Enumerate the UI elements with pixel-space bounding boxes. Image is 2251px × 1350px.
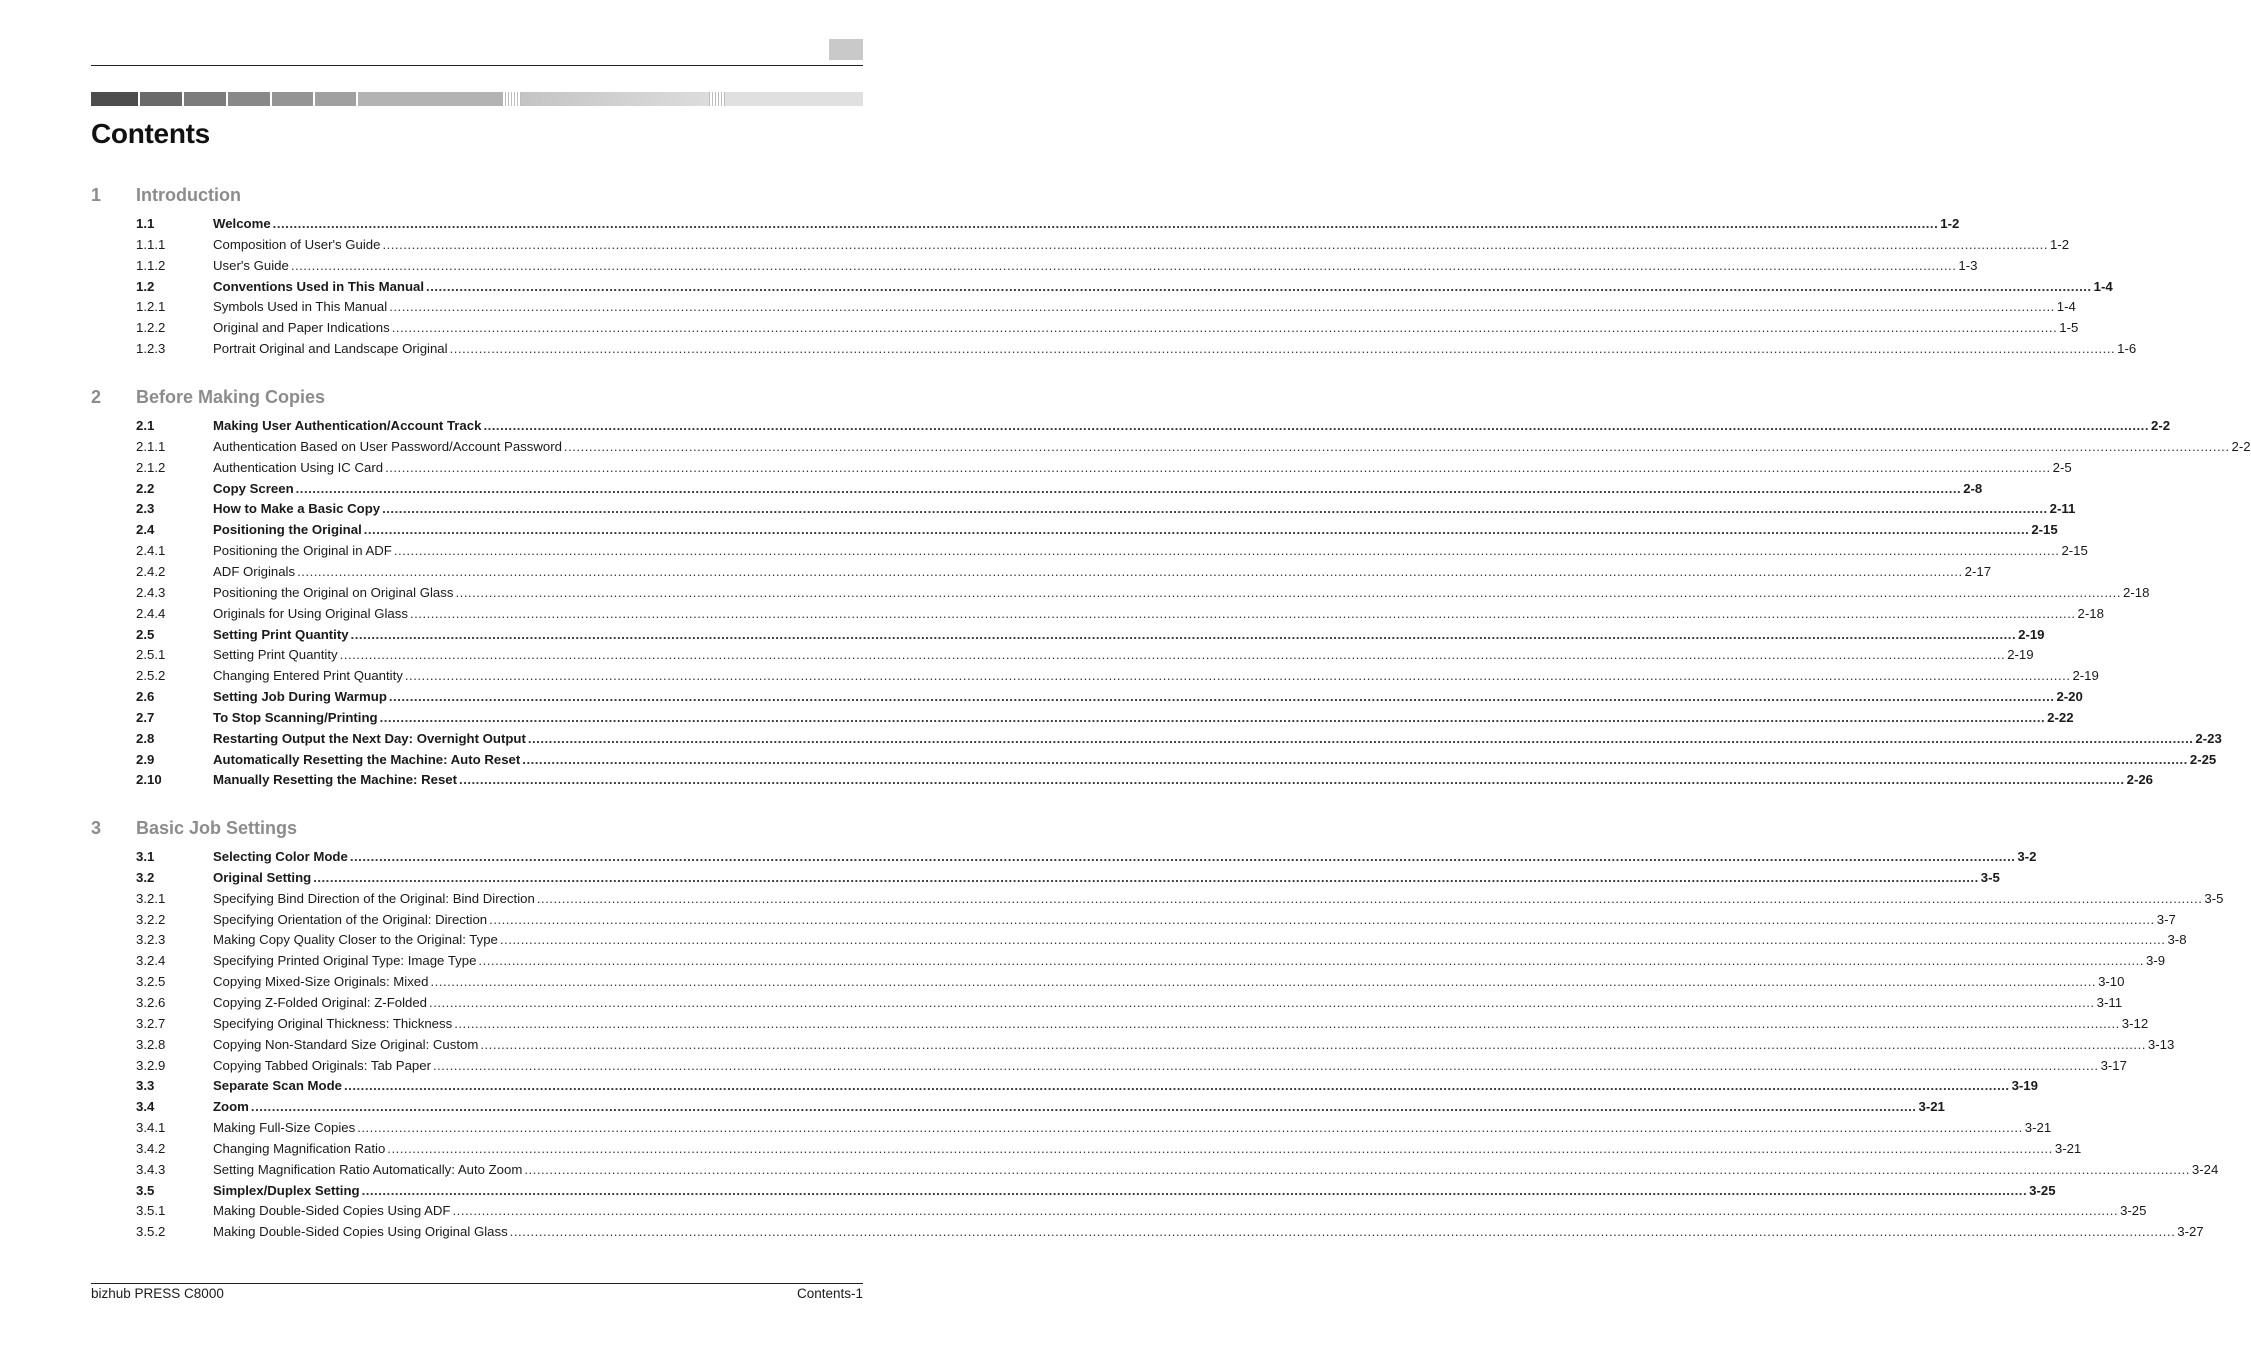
- toc-entry-page: 3-24: [2191, 1161, 2219, 1177]
- toc-entry-title: Specifying Original Thickness: Thickness: [213, 1015, 453, 1031]
- toc-entry-title: Copying Mixed-Size Originals: Mixed: [213, 974, 429, 990]
- toc-entry-number: 1.2.1: [136, 299, 166, 315]
- toc-entry-number: 2.4: [136, 522, 155, 538]
- toc-entry-title: Welcome: [213, 216, 271, 231]
- toc-entry-page: 3-19: [2011, 1078, 2038, 1094]
- toc-entry-page: 3-5: [1980, 869, 2000, 885]
- toc-entry-title: Positioning the Original in ADF: [213, 543, 392, 559]
- toc-entry-title: Automatically Resetting the Machine: Auto Reset: [213, 751, 521, 767]
- toc-entry-number: 3.5.2: [136, 1224, 166, 1240]
- toc-dot-leader: ................................................................................................................................................................................................................................................................................................................................................................................................................: [489, 911, 2155, 927]
- toc-entry[interactable]: [136, 563, 1992, 581]
- toc-entry-title: Setting Magnification Ratio Automatically: Auto Zoom: [213, 1161, 523, 1177]
- toc-dot-leader: ................................................................................................................................................................................................................................................................................................................................................................................................................: [536, 890, 2203, 906]
- footer-page-label: Contents-1: [796, 1286, 863, 1301]
- toc-entry-page: 2-18: [2077, 605, 2104, 621]
- toc-entry-number: 3.2.8: [136, 1036, 166, 1052]
- toc-entry-title: Original and Paper Indications: [213, 320, 390, 336]
- toc-entry-title: Conventions Used in This Manual: [213, 278, 425, 294]
- toc-entry-title: Specifying Bind Direction of the Original: Bind Direction: [213, 890, 535, 906]
- toc-entry-title: Positioning the Original: [213, 522, 362, 538]
- toc-entry-number: 1.1.1: [136, 236, 166, 252]
- toc-entry-number: 2.5.2: [136, 668, 166, 684]
- toc-entry[interactable]: [136, 1223, 2204, 1241]
- toc-entry-page: 3-9: [2146, 953, 2166, 969]
- toc-dot-leader: ................................................................................................................................................................................................................................................................................................................................................................................................................: [387, 1140, 2053, 1156]
- toc-dot-leader: ................................................................................................................................................................................................................................................................................................................................................................................................................: [509, 1224, 2176, 1240]
- toc-entry-number: 3.2.1: [136, 890, 166, 906]
- toc-entry-page: 2-2: [2231, 438, 2251, 454]
- chapter-number: 3: [91, 818, 102, 838]
- toc-entry-page: 2-5: [2052, 459, 2072, 475]
- toc-entry-title: Setting Print Quantity: [213, 626, 349, 642]
- toc-dot-leader: ................................................................................................................................................................................................................................................................................................................................................................................................................: [426, 278, 2092, 294]
- toc-entry-number: 3.5: [136, 1182, 155, 1198]
- toc-entry-title: Portrait Original and Landscape Original: [213, 341, 448, 357]
- toc-entry-page: 3-27: [2177, 1224, 2204, 1240]
- toc-dot-leader: ................................................................................................................................................................................................................................................................................................................................................................................................................: [290, 257, 1957, 273]
- toc-entry-number: 2.5.1: [136, 647, 166, 663]
- toc-entry-title: Authentication Using IC Card: [213, 459, 384, 475]
- toc-entry-number: 2.5: [136, 626, 155, 642]
- toc-entry-number: 2.4.3: [136, 584, 166, 600]
- page-corner-tab: [829, 39, 863, 60]
- toc-entry-title: Separate Scan Mode: [213, 1078, 342, 1094]
- toc-entry-number: 2.1: [136, 418, 155, 433]
- toc-entry[interactable]: [136, 542, 2088, 560]
- toc-entry-page: 1-4: [2056, 299, 2076, 315]
- toc-entry-number: 1.2: [136, 278, 155, 294]
- toc-entry-number: 2.4.2: [136, 563, 166, 579]
- toc-entry-page: 3-2: [2017, 849, 2037, 864]
- toc-entry-number: 2.4.1: [136, 543, 166, 559]
- toc-entry-number: 2.1.2: [136, 459, 166, 475]
- toc-entry[interactable]: [136, 340, 2137, 358]
- toc-entry-page: 2-18: [2123, 584, 2150, 600]
- toc-entry[interactable]: [136, 605, 2104, 623]
- toc-entry-page: 3-21: [2054, 1140, 2082, 1156]
- toc-entry[interactable]: [136, 771, 2154, 789]
- toc-entry-number: 2.8: [136, 730, 155, 746]
- toc-entry-title: Restarting Output the Next Day: Overnight Output: [213, 730, 526, 746]
- toc-entry-page: 1-2: [2050, 236, 2070, 252]
- toc-entry[interactable]: [136, 584, 2150, 602]
- toc-entry-page: 2-8: [1963, 480, 1983, 496]
- toc-entry-number: 3.2: [136, 869, 155, 885]
- toc-entry-page: 2-15: [2031, 522, 2058, 538]
- toc-entry-page: 2-23: [2195, 730, 2222, 746]
- toc-entry-number: 2.6: [136, 689, 155, 705]
- toc-dot-leader: ................................................................................................................................................................................................................................................................................................................................................................................................................: [272, 216, 1939, 231]
- toc-entry-title: Specifying Orientation of the Original: Direction: [213, 911, 488, 927]
- toc-entry-number: 2.3: [136, 501, 155, 517]
- toc-entry-page: 3-17: [2100, 1057, 2127, 1073]
- toc-entry[interactable]: [136, 890, 2224, 908]
- toc-entry-title: Making Double-Sided Copies Using Original Glass: [213, 1224, 508, 1240]
- toc-entry-page: 3-12: [2121, 1015, 2149, 1031]
- toc-entry-title: Simplex/Duplex Setting: [213, 1182, 360, 1198]
- toc-dot-leader: ................................................................................................................................................................................................................................................................................................................................................................................................................: [349, 849, 2016, 864]
- toc-entry[interactable]: [136, 1036, 2175, 1054]
- toc-entry[interactable]: [136, 952, 2166, 970]
- toc-dot-leader: ................................................................................................................................................................................................................................................................................................................................................................................................................: [344, 1078, 2010, 1094]
- toc-entry-title: Composition of User's Guide: [213, 236, 381, 252]
- toc-entry-page: 3-21: [1918, 1099, 1945, 1115]
- toc-dot-leader: ................................................................................................................................................................................................................................................................................................................................................................................................................: [350, 626, 2017, 642]
- toc-entry-page: 2-22: [2047, 709, 2074, 725]
- toc-entry-page: 2-19: [2072, 668, 2099, 684]
- toc-dot-leader: ................................................................................................................................................................................................................................................................................................................................................................................................................: [388, 689, 2055, 705]
- toc-dot-leader: ................................................................................................................................................................................................................................................................................................................................................................................................................: [382, 501, 2048, 517]
- toc-entry-number: 1.1: [136, 216, 155, 231]
- toc-entry-page: 2-25: [2189, 751, 2217, 767]
- toc-dot-leader: ................................................................................................................................................................................................................................................................................................................................................................................................................: [363, 522, 2030, 538]
- toc-entry-page: 2-19: [2007, 647, 2034, 663]
- toc-entry-title: Copying Non-Standard Size Original: Custom: [213, 1036, 479, 1052]
- toc-dot-leader: ................................................................................................................................................................................................................................................................................................................................................................................................................: [459, 772, 2125, 788]
- toc-entry-number: 1.1.2: [136, 257, 166, 273]
- toc-entry-number: 3.4.3: [136, 1161, 166, 1177]
- chapter-number: 2: [91, 387, 102, 407]
- toc-entry-title: ADF Originals: [213, 563, 296, 579]
- footer-rule: [91, 1283, 863, 1284]
- toc-entry-page: 2-15: [2061, 543, 2088, 559]
- toc-entry[interactable]: [136, 298, 2076, 316]
- toc-dot-leader: ................................................................................................................................................................................................................................................................................................................................................................................................................: [391, 320, 2058, 336]
- toc-entry-number: 2.10: [136, 772, 162, 788]
- toc-entry-number: 3.2.4: [136, 953, 166, 969]
- toc-entry-title: Making Double-Sided Copies Using ADF: [213, 1203, 451, 1219]
- toc-entry-number: 2.1.1: [136, 438, 166, 454]
- toc-dot-leader: ................................................................................................................................................................................................................................................................................................................................................................................................................: [297, 563, 1963, 579]
- toc-dot-leader: ................................................................................................................................................................................................................................................................................................................................................................................................................: [452, 1203, 2119, 1219]
- toc-dot-leader: ................................................................................................................................................................................................................................................................................................................................................................................................................: [339, 647, 2006, 663]
- toc-entry[interactable]: [136, 459, 2072, 477]
- toc-entry-number: 3.3: [136, 1078, 155, 1094]
- toc-entry-number: 3.2.2: [136, 911, 166, 927]
- toc-entry[interactable]: [136, 1140, 2082, 1158]
- toc-entry-page: 2-2: [2151, 418, 2171, 433]
- header-rule: [91, 65, 863, 66]
- toc-dot-leader: ................................................................................................................................................................................................................................................................................................................................................................................................................: [563, 438, 2230, 454]
- toc-entry-page: 1-3: [1958, 257, 1978, 273]
- toc-entry[interactable]: [136, 521, 2058, 539]
- toc-entry-title: User's Guide: [213, 257, 289, 273]
- toc-entry-title: Original Setting: [213, 869, 312, 885]
- toc-entry-title: Changing Magnification Ratio: [213, 1140, 386, 1156]
- toc-dot-leader: ................................................................................................................................................................................................................................................................................................................................................................................................................: [382, 236, 2049, 252]
- toc-dot-leader: ................................................................................................................................................................................................................................................................................................................................................................................................................: [478, 953, 2144, 969]
- toc-entry-title: Zoom: [213, 1099, 249, 1115]
- toc-dot-leader: ................................................................................................................................................................................................................................................................................................................................................................................................................: [393, 543, 2060, 559]
- toc-dot-leader: ................................................................................................................................................................................................................................................................................................................................................................................................................: [429, 994, 2095, 1010]
- toc-entry-number: 1.2.2: [136, 320, 166, 336]
- toc-entry-page: 3-7: [2156, 911, 2176, 927]
- toc-entry[interactable]: [136, 751, 2217, 769]
- toc-entry[interactable]: [136, 257, 1978, 275]
- toc-entry-page: 3-25: [2120, 1203, 2147, 1219]
- toc-entry-title: Making User Authentication/Account Track: [213, 418, 482, 433]
- toc-dot-leader: ................................................................................................................................................................................................................................................................................................................................................................................................................: [313, 869, 1979, 885]
- toc-entry[interactable]: [136, 1077, 2038, 1095]
- toc-entry[interactable]: [136, 438, 2251, 456]
- toc-entry[interactable]: [136, 1161, 2219, 1179]
- toc-entry-title: Originals for Using Original Glass: [213, 605, 408, 621]
- toc-entry-page: 1-6: [2117, 341, 2137, 357]
- toc-entry-number: 3.2.6: [136, 994, 166, 1010]
- toc-dot-leader: ................................................................................................................................................................................................................................................................................................................................................................................................................: [432, 1057, 2099, 1073]
- footer-product-name: bizhub PRESS C8000: [91, 1286, 224, 1301]
- toc-dot-leader: ................................................................................................................................................................................................................................................................................................................................................................................................................: [404, 668, 2071, 684]
- toc-entry-page: 2-26: [2126, 772, 2154, 788]
- toc-entry-title: Copy Screen: [213, 480, 294, 496]
- chapter-title: Basic Job Settings: [136, 818, 298, 838]
- toc-entry-title: Making Copy Quality Closer to the Original: Type: [213, 932, 498, 948]
- toc-entry-page: 2-19: [2018, 626, 2045, 642]
- toc-entry-number: 3.4: [136, 1099, 155, 1115]
- toc-dot-leader: ................................................................................................................................................................................................................................................................................................................................................................................................................: [389, 299, 2055, 315]
- chapter-title: Before Making Copies: [136, 387, 326, 407]
- toc-dot-leader: ................................................................................................................................................................................................................................................................................................................................................................................................................: [357, 1120, 2023, 1136]
- toc-dot-leader: ................................................................................................................................................................................................................................................................................................................................................................................................................: [379, 709, 2046, 725]
- toc-entry-page: 3-13: [2147, 1036, 2175, 1052]
- toc-entry-number: 3.1: [136, 849, 155, 864]
- toc-entry-number: 2.2: [136, 480, 155, 496]
- toc-dot-leader: ................................................................................................................................................................................................................................................................................................................................................................................................................: [455, 584, 2122, 600]
- toc-entry-title: To Stop Scanning/Printing: [213, 709, 378, 725]
- toc-entry-title: Selecting Color Mode: [213, 849, 348, 864]
- toc-dot-leader: ................................................................................................................................................................................................................................................................................................................................................................................................................: [385, 459, 2051, 475]
- toc-entry[interactable]: [136, 848, 2037, 866]
- toc-entry[interactable]: [136, 215, 1960, 233]
- toc-dot-leader: ................................................................................................................................................................................................................................................................................................................................................................................................................: [480, 1036, 2146, 1052]
- toc-dot-leader: ................................................................................................................................................................................................................................................................................................................................................................................................................: [409, 605, 2076, 621]
- toc-entry[interactable]: [136, 417, 2171, 435]
- toc-entry-title: Positioning the Original on Original Glass: [213, 584, 454, 600]
- toc-entry-title: How to Make a Basic Copy: [213, 501, 381, 517]
- toc-entry[interactable]: [136, 1098, 1945, 1116]
- decorative-title-bar: [91, 92, 863, 106]
- toc-entry-title: Copying Z-Folded Original: Z-Folded: [213, 994, 428, 1010]
- toc-dot-leader: ................................................................................................................................................................................................................................................................................................................................................................................................................: [449, 341, 2116, 357]
- toc-dot-leader: ................................................................................................................................................................................................................................................................................................................................................................................................................: [295, 480, 1962, 496]
- toc-entry-page: 2-11: [2049, 501, 2076, 517]
- toc-entry[interactable]: [136, 626, 2045, 644]
- toc-entry-number: 3.2.5: [136, 974, 166, 990]
- toc-entry[interactable]: [136, 1119, 2052, 1137]
- toc-entry[interactable]: [136, 730, 2222, 748]
- toc-entry[interactable]: [136, 931, 2187, 949]
- toc-entry-number: 2.4.4: [136, 605, 166, 621]
- toc-entry-number: 2.7: [136, 709, 155, 725]
- toc-entry-title: Manually Resetting the Machine: Reset: [213, 772, 458, 788]
- toc-entry[interactable]: [136, 1182, 2056, 1200]
- toc-entry-page: 2-17: [1964, 563, 1992, 579]
- toc-entry-page: 1-4: [2093, 278, 2113, 294]
- toc-entry[interactable]: [136, 688, 2083, 706]
- page-title: Contents: [91, 118, 210, 149]
- toc-dot-leader: ................................................................................................................................................................................................................................................................................................................................................................................................................: [527, 730, 2194, 746]
- toc-entry-page: 3-21: [2024, 1120, 2052, 1136]
- chapter-number: 1: [91, 185, 102, 205]
- toc-entry-page: 3-11: [2096, 994, 2123, 1010]
- toc-entry[interactable]: [136, 709, 2074, 727]
- toc-entry-title: Changing Entered Print Quantity: [213, 668, 403, 684]
- toc-entry-number: 1.2.3: [136, 341, 166, 357]
- toc-entry-number: 3.4.2: [136, 1140, 166, 1156]
- chapter-title: Introduction: [136, 185, 241, 205]
- toc-entry[interactable]: [136, 236, 2070, 254]
- toc-entry[interactable]: [136, 646, 2034, 664]
- toc-entry-page: 1-5: [2059, 320, 2079, 336]
- toc-entry-number: 2.9: [136, 751, 155, 767]
- toc-entry-title: Specifying Printed Original Type: Image Type: [213, 953, 477, 969]
- toc-entry[interactable]: [136, 973, 2125, 991]
- toc-entry[interactable]: [136, 278, 2113, 296]
- toc-entry-page: 2-20: [2056, 689, 2083, 705]
- toc-entry-title: Setting Job During Warmup: [213, 689, 387, 705]
- toc-dot-leader: ................................................................................................................................................................................................................................................................................................................................................................................................................: [250, 1099, 1917, 1115]
- toc-dot-leader: ................................................................................................................................................................................................................................................................................................................................................................................................................: [430, 974, 2097, 990]
- toc-dot-leader: ................................................................................................................................................................................................................................................................................................................................................................................................................: [483, 418, 2150, 433]
- toc-entry[interactable]: [136, 480, 1983, 498]
- toc-entry[interactable]: [136, 911, 2176, 929]
- toc-entry[interactable]: [136, 994, 2123, 1012]
- toc-entry[interactable]: [136, 319, 2079, 337]
- toc-dot-leader: ................................................................................................................................................................................................................................................................................................................................................................................................................: [454, 1015, 2120, 1031]
- toc-entry-title: Authentication Based on User Password/Account Password: [213, 438, 562, 454]
- toc-entry-title: Setting Print Quantity: [213, 647, 338, 663]
- toc-entry-title: Making Full-Size Copies: [213, 1120, 356, 1136]
- toc-entry[interactable]: [136, 1015, 2149, 1033]
- toc-entry-page: 3-8: [2167, 932, 2187, 948]
- toc-dot-leader: ................................................................................................................................................................................................................................................................................................................................................................................................................: [499, 932, 2166, 948]
- toc-entry[interactable]: [136, 869, 2000, 887]
- toc-entry-page: 3-10: [2098, 974, 2125, 990]
- toc-entry-number: 3.4.1: [136, 1120, 166, 1136]
- toc-entry-number: 3.5.1: [136, 1203, 166, 1219]
- toc-entry-title: Symbols Used in This Manual: [213, 299, 388, 315]
- toc-entry[interactable]: [136, 1057, 2127, 1075]
- toc-entry-number: 3.2.3: [136, 932, 166, 948]
- toc-entry-page: 1-2: [1940, 216, 1960, 231]
- toc-dot-leader: ................................................................................................................................................................................................................................................................................................................................................................................................................: [522, 751, 2188, 767]
- toc-entry-number: 3.2.9: [136, 1057, 166, 1073]
- toc-dot-leader: ................................................................................................................................................................................................................................................................................................................................................................................................................: [524, 1161, 2190, 1177]
- toc-entry[interactable]: [136, 667, 2099, 685]
- toc-entry[interactable]: [136, 500, 2076, 518]
- toc-entry-number: 3.2.7: [136, 1015, 166, 1031]
- toc-entry-page: 3-25: [2029, 1182, 2056, 1198]
- toc-entry-title: Copying Tabbed Originals: Tab Paper: [213, 1057, 431, 1073]
- toc-entry-page: 3-5: [2204, 890, 2224, 906]
- toc-entry[interactable]: [136, 1202, 2147, 1220]
- toc-dot-leader: ................................................................................................................................................................................................................................................................................................................................................................................................................: [361, 1182, 2028, 1198]
